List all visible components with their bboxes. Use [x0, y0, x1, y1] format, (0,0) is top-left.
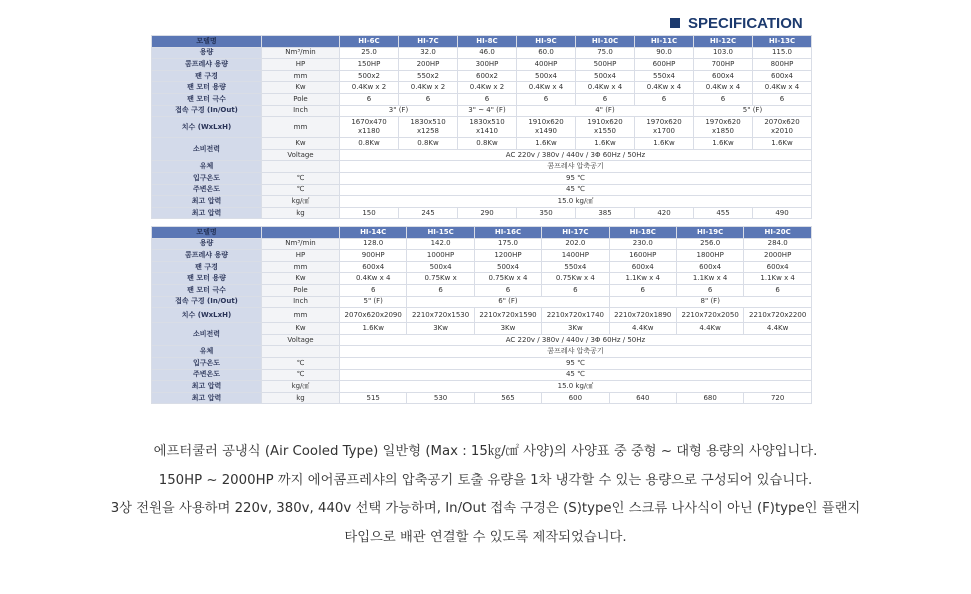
row-unit: ℃ [262, 172, 340, 184]
cell: 0.4Kw x 4 [576, 82, 635, 94]
cell: 1000HP [407, 250, 474, 262]
cell: 565 [474, 392, 541, 404]
row-unit: Kw [262, 82, 340, 94]
cell: 0.8Kw [399, 138, 458, 150]
cell: 6 [694, 93, 753, 105]
model-name: HI-10C [576, 36, 635, 48]
cell: 115.0 [753, 47, 812, 59]
cell: 420 [635, 207, 694, 219]
cell: 6 [340, 284, 407, 296]
cell: 1970x620 x1700 [635, 117, 694, 138]
cell: 1970x620 x1850 [694, 117, 753, 138]
specification-heading [670, 14, 803, 32]
model-label: 모델명 [152, 227, 262, 239]
row-unit: mm [262, 261, 340, 273]
cell: 530 [407, 392, 474, 404]
cell: 720 [744, 392, 812, 404]
cell: 6" (F) [407, 296, 609, 308]
row-unit: Inch [262, 105, 340, 117]
row-unit [262, 161, 340, 173]
cell: 1830x510 x1410 [458, 117, 517, 138]
model-name: HI-14C [340, 227, 407, 239]
model-name: HI-13C [753, 36, 812, 48]
row-label: 입구온도 [152, 172, 262, 184]
cell: 0.4Kw x 2 [340, 82, 399, 94]
fan-motor-row [152, 82, 812, 94]
ambient-temp-row [152, 184, 812, 196]
row-label: 입구온도 [152, 357, 262, 369]
fan-poles-row [152, 284, 812, 296]
row-unit: ℃ [262, 357, 340, 369]
description-block [0, 438, 971, 552]
spec-table-1 [151, 35, 812, 219]
row-label: 주변온도 [152, 369, 262, 381]
row-label: 최고 압력 [152, 207, 262, 219]
row-unit: ℃ [262, 369, 340, 381]
fan-motor-row [152, 273, 812, 285]
cell: 0.4Kw x 4 [753, 82, 812, 94]
cell: 256.0 [676, 238, 743, 250]
cell: 46.0 [458, 47, 517, 59]
cell: 600x4 [744, 261, 812, 273]
row-label: 팬 구경 [152, 261, 262, 273]
row-label: 소비전력 [152, 323, 262, 346]
row-label: 치수 (WxLxH) [152, 308, 262, 323]
cell: 0.8Kw [340, 138, 399, 150]
model-name: HI-16C [474, 227, 541, 239]
row-unit: Pole [262, 284, 340, 296]
cell: 142.0 [407, 238, 474, 250]
model-name: HI-11C [635, 36, 694, 48]
model-name: HI-6C [340, 36, 399, 48]
cell: 1600HP [609, 250, 676, 262]
cell: 2210x720x2050 [676, 308, 743, 323]
description-line: 150HP ~ 2000HP 까지 에어콤프레샤의 압축공기 토출 유량을 1차 냉각할 수 있는 용량으로 구성되어 있습니다. [158, 472, 813, 488]
specification-title: SPECIFICATION [688, 14, 803, 32]
cell: 4.4Kw [609, 323, 676, 335]
cell: 600x4 [753, 70, 812, 82]
fluid-row [152, 161, 812, 173]
cell: 0.4Kw x 2 [458, 82, 517, 94]
spec-table-2 [151, 226, 812, 404]
cell: 2210x720x2200 [744, 308, 812, 323]
power-row [152, 323, 812, 335]
cell: 4.4Kw [676, 323, 743, 335]
inlet-temp-row [152, 172, 812, 184]
cell: 6 [576, 93, 635, 105]
unit-empty [262, 36, 340, 48]
row-label: 최고 압력 [152, 392, 262, 404]
row-label: 용량 [152, 238, 262, 250]
compressor-row [152, 250, 812, 262]
cell: 1800HP [676, 250, 743, 262]
row-label: 접속 구경 (In/Out) [152, 296, 262, 308]
cell: 400HP [517, 59, 576, 71]
cell: 600x4 [694, 70, 753, 82]
row-label: 치수 (WxLxH) [152, 117, 262, 138]
cell: 45 ℃ [340, 184, 812, 196]
row-label: 유체 [152, 346, 262, 358]
cell: 2070x620 x2010 [753, 117, 812, 138]
cell: 0.4Kw x 4 [517, 82, 576, 94]
cell: 245 [399, 207, 458, 219]
cell: 800HP [753, 59, 812, 71]
dims-row [152, 308, 812, 323]
cell: 15.0 kg/㎠ [340, 381, 812, 393]
compressor-row [152, 59, 812, 71]
description-line: 3상 전원을 사용하며 220v, 380v, 440v 선택 가능하며, In/Out 접속 구경은 (S)type인 스크류 나사식이 아닌 (F)type인 플랜지 [110, 501, 861, 516]
row-label: 팬 구경 [152, 70, 262, 82]
cell: 75.0 [576, 47, 635, 59]
row-unit: kg [262, 207, 340, 219]
cell: 600HP [635, 59, 694, 71]
cell: 1910x620 x1490 [517, 117, 576, 138]
cell: 1.1Kw x 4 [744, 273, 812, 285]
cell: 32.0 [399, 47, 458, 59]
row-label: 유체 [152, 161, 262, 173]
row-label: 콤프레샤 용량 [152, 59, 262, 71]
cell: 0.75Kw x 4 [474, 273, 541, 285]
cell: 128.0 [340, 238, 407, 250]
cell: 2210x720x1590 [474, 308, 541, 323]
row-unit: kg/㎠ [262, 381, 340, 393]
cell: 500x4 [517, 70, 576, 82]
row-unit: Pole [262, 93, 340, 105]
cell: 3Kw [407, 323, 474, 335]
row-unit: mm [262, 117, 340, 138]
fan-size-row [152, 70, 812, 82]
cell: 0.75Kw x [407, 273, 474, 285]
cell: 6 [517, 93, 576, 105]
cell: 385 [576, 207, 635, 219]
model-name: HI-18C [609, 227, 676, 239]
cell: 284.0 [744, 238, 812, 250]
inlet-temp-row [152, 357, 812, 369]
cell: 6 [753, 93, 812, 105]
cell: 3Kw [542, 323, 609, 335]
cell: 5" (F) [694, 105, 812, 117]
cell: 2070x620x2090 [340, 308, 407, 323]
model-name: HI-12C [694, 36, 753, 48]
square-bullet-icon [670, 18, 680, 28]
description-line: 에프터쿨러 공냉식 (Air Cooled Type) 일반형 (Max : 15㎏/㎠ 사양)의 사양표 중 중형 ~ 대형 용량의 사양입니다. [153, 444, 818, 459]
cell: 6 [407, 284, 474, 296]
model-row [152, 36, 812, 48]
fan-poles-row [152, 93, 812, 105]
cell: 230.0 [609, 238, 676, 250]
cell: 6 [676, 284, 743, 296]
cell: 455 [694, 207, 753, 219]
cell: 0.75Kw x 4 [542, 273, 609, 285]
cell: 0.4Kw x 4 [340, 273, 407, 285]
row-unit: kg/㎠ [262, 196, 340, 208]
max-pressure-row [152, 196, 812, 208]
port-row [152, 296, 812, 308]
row-unit: Voltage [262, 334, 340, 346]
model-name: HI-7C [399, 36, 458, 48]
cell: 550x2 [399, 70, 458, 82]
cell: 200HP [399, 59, 458, 71]
cell: 95 ℃ [340, 357, 812, 369]
row-unit: HP [262, 250, 340, 262]
cell: 600x4 [340, 261, 407, 273]
cell: 1.6Kw [340, 323, 407, 335]
cell: 500HP [576, 59, 635, 71]
cell: 1400HP [542, 250, 609, 262]
cell: 45 ℃ [340, 369, 812, 381]
cell: 95 ℃ [340, 172, 812, 184]
cell: 0.4Kw x 4 [694, 82, 753, 94]
row-label: 팬 모터 용량 [152, 82, 262, 94]
cell: 600x4 [676, 261, 743, 273]
weight-row [152, 392, 812, 404]
cell: AC 220v / 380v / 440v / 3Φ 60Hz / 50Hz [340, 334, 812, 346]
cell: 3Kw [474, 323, 541, 335]
cell: 500x4 [576, 70, 635, 82]
cell: 490 [753, 207, 812, 219]
row-label: 팬 모터 극수 [152, 284, 262, 296]
model-row [152, 227, 812, 239]
cell: 6 [340, 93, 399, 105]
cell: 550x4 [635, 70, 694, 82]
cell: 6 [635, 93, 694, 105]
cell: 3" (F) [340, 105, 458, 117]
cell: 6 [609, 284, 676, 296]
cell: 25.0 [340, 47, 399, 59]
cell: 500x4 [474, 261, 541, 273]
row-unit [262, 346, 340, 358]
row-unit: kg [262, 392, 340, 404]
cell: 640 [609, 392, 676, 404]
cell: 6 [542, 284, 609, 296]
cell: 500x2 [340, 70, 399, 82]
cell: 1910x620 x1550 [576, 117, 635, 138]
row-unit: mm [262, 308, 340, 323]
cell: 6 [458, 93, 517, 105]
row-unit: Kw [262, 138, 340, 150]
row-unit: Kw [262, 323, 340, 335]
row-unit: mm [262, 70, 340, 82]
cell: 1200HP [474, 250, 541, 262]
cell: 900HP [340, 250, 407, 262]
model-label: 모델명 [152, 36, 262, 48]
row-label: 용량 [152, 47, 262, 59]
cell: 1.6Kw [517, 138, 576, 150]
row-unit: Kw [262, 273, 340, 285]
cell: 500x4 [407, 261, 474, 273]
cell: 600x2 [458, 70, 517, 82]
cell: 1670x470 x1180 [340, 117, 399, 138]
fluid-row [152, 346, 812, 358]
cell: 6 [399, 93, 458, 105]
row-unit: Inch [262, 296, 340, 308]
cell: 90.0 [635, 47, 694, 59]
cell: 600x4 [609, 261, 676, 273]
row-label: 최고 압력 [152, 196, 262, 208]
description-line: 타입으로 배관 연결할 수 있도록 제작되었습니다. [344, 529, 627, 545]
power-row [152, 138, 812, 150]
row-label: 소비전력 [152, 138, 262, 161]
cell: 3" ~ 4" (F) [458, 105, 517, 117]
weight-row [152, 207, 812, 219]
cell: 1.1Kw x 4 [609, 273, 676, 285]
max-pressure-row [152, 381, 812, 393]
cell: 175.0 [474, 238, 541, 250]
cell: 550x4 [542, 261, 609, 273]
cell: 4" (F) [517, 105, 694, 117]
row-label: 주변온도 [152, 184, 262, 196]
model-name: HI-15C [407, 227, 474, 239]
cell: 2210x720x1530 [407, 308, 474, 323]
cell: 103.0 [694, 47, 753, 59]
cell: 300HP [458, 59, 517, 71]
cell: 0.8Kw [458, 138, 517, 150]
cell: 1.6Kw [576, 138, 635, 150]
model-name: HI-8C [458, 36, 517, 48]
row-unit: Nm³/min [262, 238, 340, 250]
row-label: 최고 압력 [152, 381, 262, 393]
cell: 6 [474, 284, 541, 296]
cell: 1.1Kw x 4 [676, 273, 743, 285]
cell: 150 [340, 207, 399, 219]
row-unit: HP [262, 59, 340, 71]
row-unit: Nm³/min [262, 47, 340, 59]
model-name: HI-9C [517, 36, 576, 48]
row-unit: ℃ [262, 184, 340, 196]
unit-empty [262, 227, 340, 239]
fan-size-row [152, 261, 812, 273]
cell: 0.4Kw x 4 [635, 82, 694, 94]
cell: 1830x510 x1258 [399, 117, 458, 138]
cell: 1.6Kw [635, 138, 694, 150]
cell: 2210x720x1890 [609, 308, 676, 323]
cell: 350 [517, 207, 576, 219]
cell: 150HP [340, 59, 399, 71]
dims-row [152, 117, 812, 138]
capacity-row [152, 47, 812, 59]
ambient-temp-row [152, 369, 812, 381]
cell: 6 [744, 284, 812, 296]
cell: 1.6Kw [753, 138, 812, 150]
cell: 290 [458, 207, 517, 219]
cell: 15.0 kg/㎠ [340, 196, 812, 208]
cell: 0.4Kw x 2 [399, 82, 458, 94]
cell: 1.6Kw [694, 138, 753, 150]
cell: 600 [542, 392, 609, 404]
cell: 4.4Kw [744, 323, 812, 335]
row-label: 팬 모터 용량 [152, 273, 262, 285]
row-label: 콤프레샤 용량 [152, 250, 262, 262]
cell: 515 [340, 392, 407, 404]
cell: 5" (F) [340, 296, 407, 308]
model-name: HI-19C [676, 227, 743, 239]
cell: 콤프레샤 압축공기 [340, 346, 812, 358]
cell: 2000HP [744, 250, 812, 262]
row-unit: Voltage [262, 149, 340, 161]
model-name: HI-17C [542, 227, 609, 239]
cell: 680 [676, 392, 743, 404]
cell: 2210x720x1740 [542, 308, 609, 323]
cell: 8" (F) [609, 296, 811, 308]
port-row [152, 105, 812, 117]
cell: 700HP [694, 59, 753, 71]
row-label: 팬 모터 극수 [152, 93, 262, 105]
capacity-row [152, 238, 812, 250]
model-name: HI-20C [744, 227, 812, 239]
cell: 202.0 [542, 238, 609, 250]
row-label: 접속 구경 (In/Out) [152, 105, 262, 117]
cell: 60.0 [517, 47, 576, 59]
cell: 콤프레샤 압축공기 [340, 161, 812, 173]
cell: AC 220v / 380v / 440v / 3Φ 60Hz / 50Hz [340, 149, 812, 161]
